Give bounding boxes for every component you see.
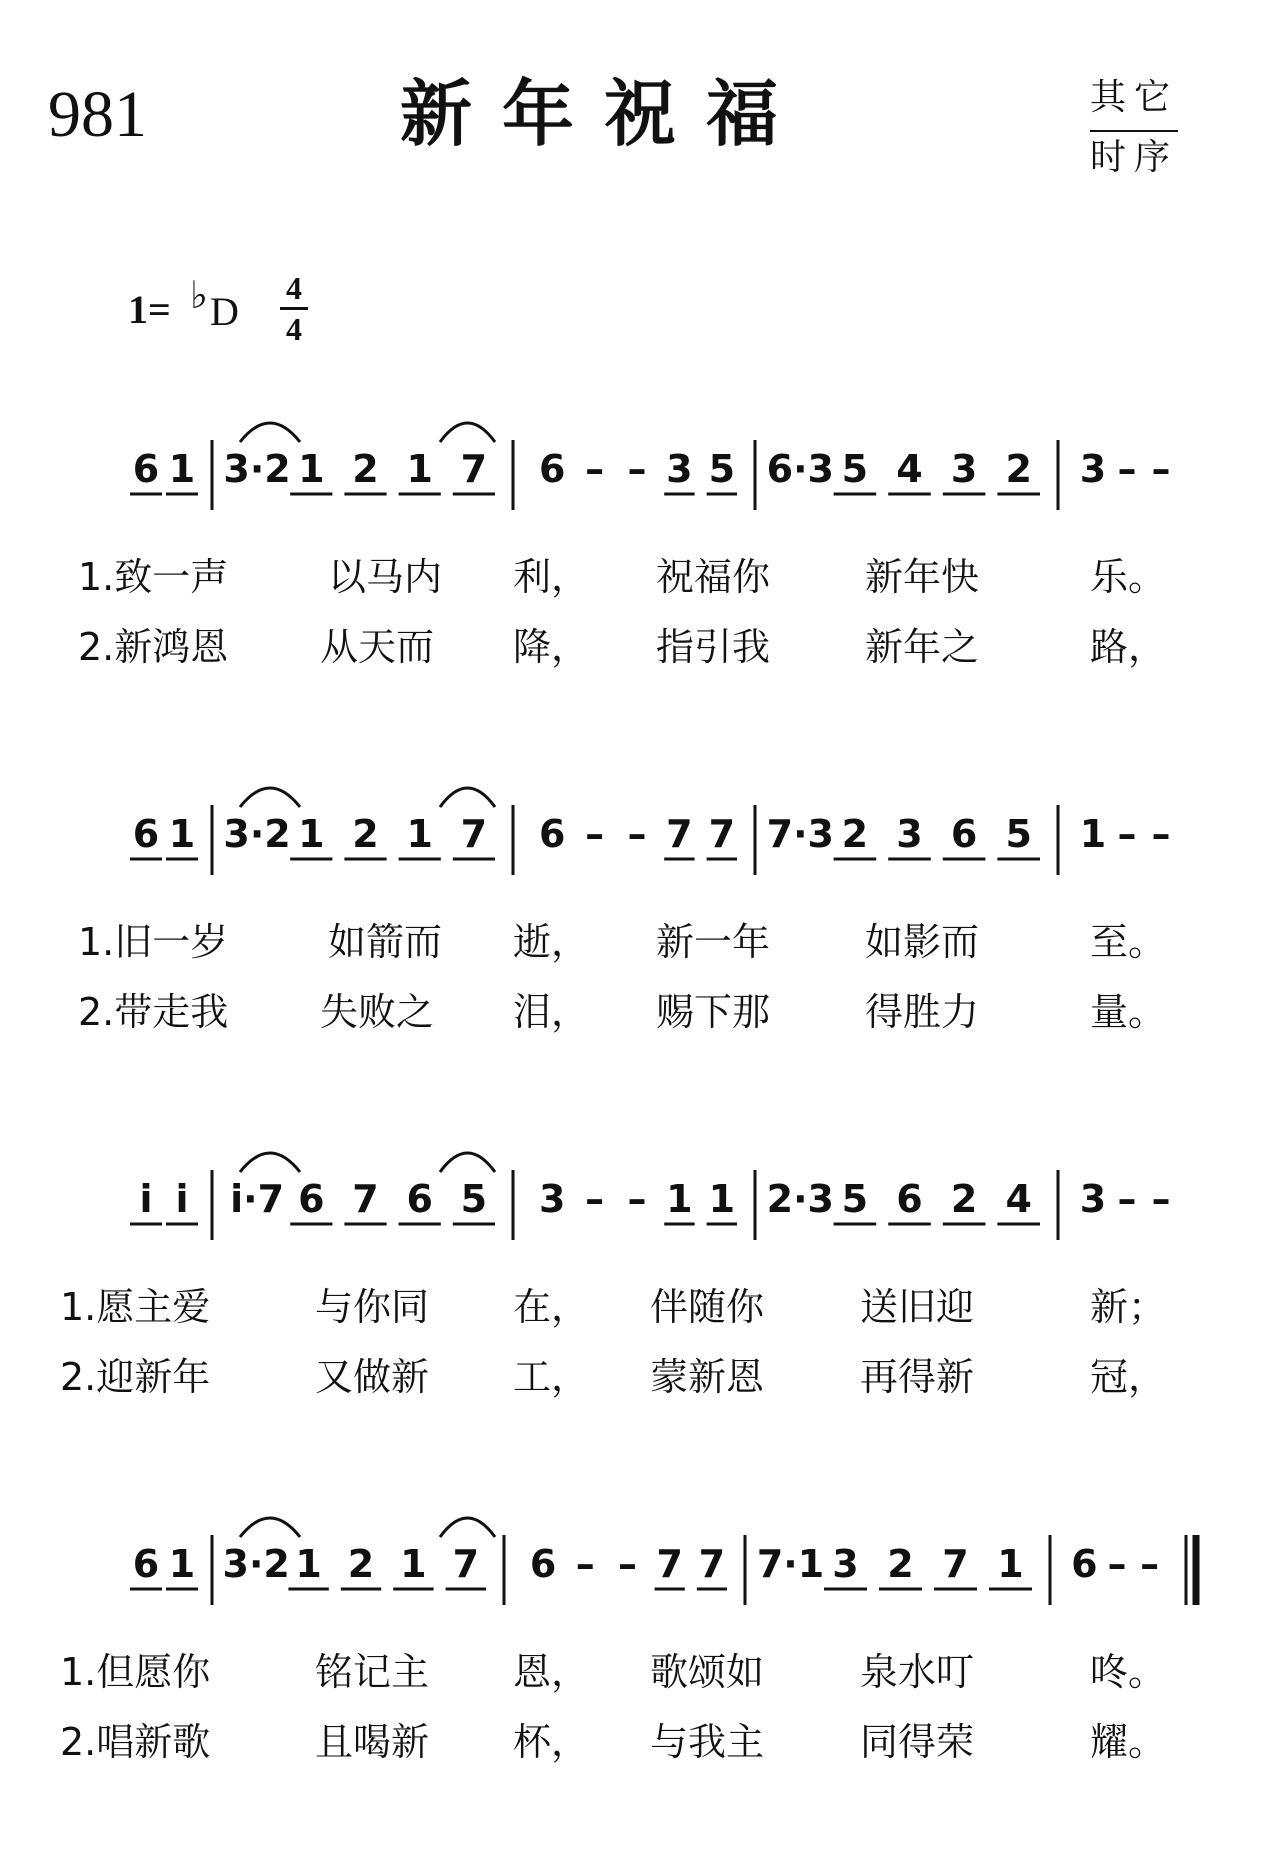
hymn-title: 新年祝福 bbox=[400, 72, 809, 156]
lyric-phrase: 杯， bbox=[513, 1720, 590, 1764]
note: 1 bbox=[666, 1177, 693, 1221]
note: 2 bbox=[950, 1177, 978, 1221]
note: 6 bbox=[132, 447, 160, 491]
note: – bbox=[1117, 812, 1137, 856]
note: 7·3 bbox=[766, 812, 834, 856]
lyric-phrase: 2.迎新年 bbox=[60, 1355, 211, 1399]
note: 2 bbox=[887, 1542, 914, 1586]
note: 3 bbox=[832, 1542, 859, 1586]
note: 5 bbox=[841, 447, 869, 491]
lyric-phrase: 新一年 bbox=[656, 920, 771, 964]
lyric-phrase: 逝， bbox=[513, 920, 590, 964]
lyric-phrase: 新年之 bbox=[865, 625, 980, 669]
lyric-phrase: 指引我 bbox=[656, 625, 771, 669]
note: 7·1 bbox=[756, 1542, 825, 1586]
lyric-line bbox=[0, 1650, 1280, 1703]
note: – bbox=[585, 447, 605, 491]
lyric-phrase: 降， bbox=[513, 625, 590, 669]
slur bbox=[240, 788, 300, 807]
lyric-phrase: 1.但愿你 bbox=[60, 1650, 211, 1694]
note: 1 bbox=[406, 447, 433, 491]
lyric-phrase: 歌颂如 bbox=[650, 1650, 765, 1694]
notation-staff bbox=[0, 1140, 1280, 1250]
slur bbox=[240, 1518, 300, 1537]
note: – bbox=[1151, 1177, 1171, 1221]
note: 6 bbox=[538, 812, 566, 856]
note: 1 bbox=[168, 1542, 196, 1586]
note: 3 bbox=[1079, 1177, 1107, 1221]
lyric-phrase: 与我主 bbox=[650, 1720, 765, 1764]
lyric-phrase: 从天而 bbox=[320, 625, 435, 669]
note: 1 bbox=[298, 447, 325, 491]
note: 6 bbox=[132, 1542, 160, 1586]
note: 3 bbox=[1079, 447, 1107, 491]
note: 2 bbox=[1005, 447, 1032, 491]
flat-sign: ♭ bbox=[190, 273, 208, 317]
lyric-phrase: 铭记主 bbox=[315, 1650, 430, 1694]
lyric-phrase: 如箭而 bbox=[328, 920, 443, 964]
note: 2 bbox=[352, 812, 379, 856]
lyric-phrase: 赐下那 bbox=[656, 990, 771, 1034]
note: 1 bbox=[298, 812, 325, 856]
note: – bbox=[1117, 447, 1137, 491]
slur bbox=[240, 1153, 300, 1172]
key-signature bbox=[128, 270, 448, 350]
lyric-phrase: 得胜力 bbox=[865, 990, 980, 1034]
lyric-line bbox=[0, 990, 1280, 1043]
note: 7 bbox=[352, 1177, 379, 1221]
lyric-phrase: 与你同 bbox=[315, 1285, 430, 1329]
note: – bbox=[585, 812, 605, 856]
lyric-phrase: 恩， bbox=[513, 1650, 590, 1694]
lyric-phrase: 新； bbox=[1090, 1285, 1167, 1329]
lyric-phrase: 失败之 bbox=[320, 990, 435, 1034]
lyric-phrase: 祝福你 bbox=[656, 555, 771, 599]
lyric-line bbox=[0, 1285, 1280, 1338]
lyric-phrase: 工， bbox=[513, 1355, 590, 1399]
note: 1 bbox=[1079, 812, 1107, 856]
note: 1 bbox=[400, 1542, 427, 1586]
lyric-phrase: 量。 bbox=[1090, 990, 1167, 1034]
lyric-line bbox=[0, 1355, 1280, 1408]
note: 1 bbox=[406, 812, 433, 856]
note: i·7 bbox=[230, 1177, 285, 1221]
note: 2 bbox=[841, 812, 869, 856]
note: 7 bbox=[666, 812, 693, 856]
slur bbox=[440, 1153, 495, 1172]
note: 3 bbox=[538, 1177, 566, 1221]
note: – bbox=[627, 812, 647, 856]
lyric-phrase: 再得新 bbox=[860, 1355, 975, 1399]
note: 7 bbox=[708, 812, 736, 856]
note: 6 bbox=[406, 1177, 433, 1221]
lyric-phrase: 1.愿主爱 bbox=[60, 1285, 211, 1329]
music-system bbox=[0, 1505, 1280, 1805]
lyric-phrase: 路， bbox=[1090, 625, 1167, 669]
lyric-phrase: 泪， bbox=[513, 990, 590, 1034]
key-one: 1= bbox=[128, 287, 171, 332]
note: 5 bbox=[460, 1177, 488, 1221]
lyric-phrase: 1.旧一岁 bbox=[78, 920, 229, 964]
lyric-phrase: 且喝新 bbox=[315, 1720, 430, 1764]
note: 6·3 bbox=[766, 447, 834, 491]
note: – bbox=[575, 1542, 595, 1586]
slur bbox=[440, 423, 495, 442]
note: 2·3 bbox=[766, 1177, 834, 1221]
note: 3 bbox=[666, 447, 693, 491]
note: 1 bbox=[997, 1542, 1024, 1586]
lyric-phrase: 泉水叮 bbox=[860, 1650, 975, 1694]
slur bbox=[440, 788, 495, 807]
hymn-number: 981 bbox=[48, 78, 147, 151]
note: 1 bbox=[168, 812, 196, 856]
lyric-phrase: 2.唱新歌 bbox=[60, 1720, 211, 1764]
lyric-phrase: 至。 bbox=[1090, 920, 1167, 964]
note: 6 bbox=[298, 1177, 325, 1221]
note: 7 bbox=[452, 1542, 480, 1586]
note: – bbox=[585, 1177, 605, 1221]
note: 7 bbox=[656, 1542, 683, 1586]
note: 2 bbox=[352, 447, 379, 491]
lyric-phrase: 利， bbox=[513, 555, 590, 599]
time-signature: 4 4 bbox=[274, 272, 314, 345]
music-system bbox=[0, 1140, 1280, 1440]
note: i bbox=[175, 1177, 189, 1221]
note: 6 bbox=[950, 812, 978, 856]
note: – bbox=[1107, 1542, 1127, 1586]
lyric-phrase: 咚。 bbox=[1090, 1650, 1167, 1694]
notation-staff bbox=[0, 1505, 1280, 1615]
lyric-line bbox=[0, 625, 1280, 678]
note: – bbox=[1151, 812, 1171, 856]
slur bbox=[440, 1518, 495, 1537]
lyric-phrase: 2.新鸿恩 bbox=[78, 625, 229, 669]
lyric-phrase: 耀。 bbox=[1090, 1720, 1167, 1764]
lyric-phrase: 乐。 bbox=[1090, 555, 1167, 599]
lyric-line bbox=[0, 920, 1280, 973]
note: 7 bbox=[460, 447, 488, 491]
note: – bbox=[618, 1542, 637, 1586]
category-main: 其它 bbox=[1090, 77, 1179, 118]
music-system bbox=[0, 775, 1280, 1075]
note: 3·2 bbox=[223, 447, 291, 491]
note: 6 bbox=[1071, 1542, 1098, 1586]
note: i bbox=[139, 1177, 153, 1221]
note: 6 bbox=[529, 1542, 557, 1586]
note: 6 bbox=[538, 447, 566, 491]
lyric-phrase: 1.致一声 bbox=[78, 555, 229, 599]
note: 5 bbox=[1005, 812, 1032, 856]
music-system bbox=[0, 410, 1280, 710]
notation-staff bbox=[0, 410, 1280, 520]
note: – bbox=[1151, 447, 1171, 491]
note: 7 bbox=[460, 812, 488, 856]
note: 1 bbox=[168, 447, 196, 491]
notation-staff bbox=[0, 775, 1280, 885]
lyric-phrase: 伴随你 bbox=[650, 1285, 765, 1329]
note: 5 bbox=[841, 1177, 869, 1221]
category-label bbox=[1090, 77, 1179, 178]
lyric-phrase: 如影而 bbox=[865, 920, 980, 964]
lyric-line bbox=[0, 1720, 1280, 1773]
note: 7 bbox=[942, 1542, 969, 1586]
note: 1 bbox=[295, 1542, 322, 1586]
lyric-phrase: 送旧迎 bbox=[860, 1285, 975, 1329]
note: 3 bbox=[896, 812, 923, 856]
lyric-phrase: 同得荣 bbox=[860, 1720, 975, 1764]
note: 1 bbox=[708, 1177, 736, 1221]
note: – bbox=[1117, 1177, 1137, 1221]
note: – bbox=[627, 1177, 647, 1221]
note: 4 bbox=[1005, 1177, 1032, 1221]
note: 3·2 bbox=[223, 812, 291, 856]
note: – bbox=[1140, 1542, 1160, 1586]
note: 2 bbox=[347, 1542, 375, 1586]
note: 7 bbox=[698, 1542, 726, 1586]
note: 3 bbox=[950, 447, 978, 491]
key-tonic: D bbox=[210, 289, 239, 334]
lyric-phrase: 在， bbox=[513, 1285, 590, 1329]
note: 6 bbox=[896, 1177, 923, 1221]
note: 6 bbox=[132, 812, 160, 856]
lyric-phrase: 2.带走我 bbox=[78, 990, 229, 1034]
note: 3·2 bbox=[222, 1542, 290, 1586]
lyric-phrase: 蒙新恩 bbox=[650, 1355, 765, 1399]
note: – bbox=[627, 447, 647, 491]
lyric-phrase: 以马内 bbox=[328, 555, 443, 599]
category-sub: 时序 bbox=[1090, 130, 1178, 176]
note: 5 bbox=[708, 447, 736, 491]
lyric-line bbox=[0, 555, 1280, 608]
note: 4 bbox=[896, 447, 923, 491]
lyric-phrase: 又做新 bbox=[315, 1355, 430, 1399]
lyric-phrase: 新年快 bbox=[865, 555, 980, 599]
slur bbox=[240, 423, 300, 442]
lyric-phrase: 冠， bbox=[1090, 1355, 1167, 1399]
